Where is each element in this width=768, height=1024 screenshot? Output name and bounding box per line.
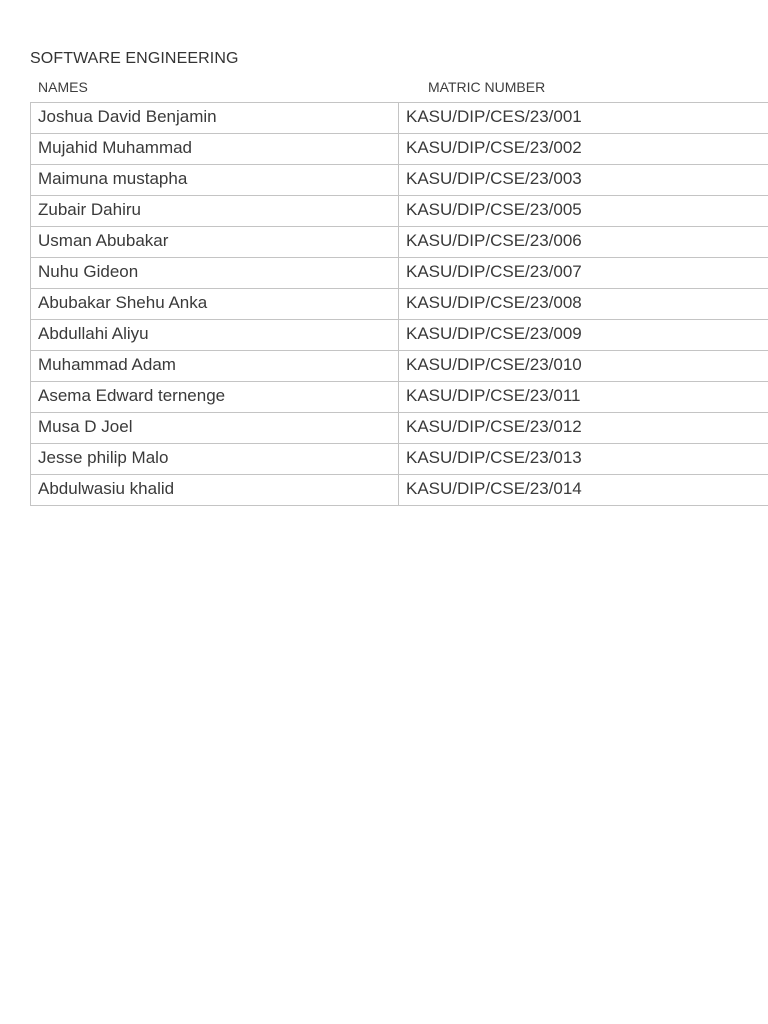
matric-number-cell: KASU/DIP/CSE/23/009	[399, 320, 768, 351]
table-row	[31, 196, 768, 227]
table-row	[31, 351, 768, 382]
student-name-cell: Abdullahi Aliyu	[31, 320, 399, 351]
table-row	[31, 475, 768, 506]
student-name-cell: Abdulwasiu khalid	[31, 475, 399, 506]
table-row	[31, 289, 768, 320]
matric-number-cell: KASU/DIP/CSE/23/006	[399, 227, 768, 258]
student-name-cell: Jesse philip Malo	[31, 444, 399, 475]
matric-number-cell: KASU/DIP/CSE/23/007	[399, 258, 768, 289]
student-name-cell: Joshua David Benjamin	[31, 103, 399, 134]
student-name-cell: Maimuna mustapha	[31, 165, 399, 196]
table-row	[31, 134, 768, 165]
table-row	[31, 413, 768, 444]
matric-number-cell: KASU/DIP/CSE/23/013	[399, 444, 768, 475]
table-row	[31, 320, 768, 351]
student-name-cell: Zubair Dahiru	[31, 196, 399, 227]
matric-number-cell: KASU/DIP/CSE/23/010	[399, 351, 768, 382]
names-column-header: NAMES	[38, 79, 88, 95]
student-name-cell: Usman Abubakar	[31, 227, 399, 258]
page-title: SOFTWARE ENGINEERING	[30, 50, 239, 67]
table-row	[31, 227, 768, 258]
student-name-cell: Musa D Joel	[31, 413, 399, 444]
table-row	[31, 258, 768, 289]
student-roster-table	[30, 102, 768, 506]
table-row	[31, 382, 768, 413]
matric-number-cell: KASU/DIP/CSE/23/011	[399, 382, 768, 413]
matric-number-cell: KASU/DIP/CES/23/001	[399, 103, 768, 134]
matric-number-cell: KASU/DIP/CSE/23/002	[399, 134, 768, 165]
table-row	[31, 165, 768, 196]
student-name-cell: Muhammad Adam	[31, 351, 399, 382]
matric-number-column-header: MATRIC NUMBER	[428, 79, 546, 95]
matric-number-cell: KASU/DIP/CSE/23/003	[399, 165, 768, 196]
student-name-cell: Mujahid Muhammad	[31, 134, 399, 165]
table-row	[31, 444, 768, 475]
student-name-cell: Asema Edward ternenge	[31, 382, 399, 413]
student-name-cell: Abubakar Shehu Anka	[31, 289, 399, 320]
student-name-cell: Nuhu Gideon	[31, 258, 399, 289]
matric-number-cell: KASU/DIP/CSE/23/012	[399, 413, 768, 444]
table-row	[31, 103, 768, 134]
matric-number-cell: KASU/DIP/CSE/23/005	[399, 196, 768, 227]
matric-number-cell: KASU/DIP/CSE/23/014	[399, 475, 768, 506]
matric-number-cell: KASU/DIP/CSE/23/008	[399, 289, 768, 320]
